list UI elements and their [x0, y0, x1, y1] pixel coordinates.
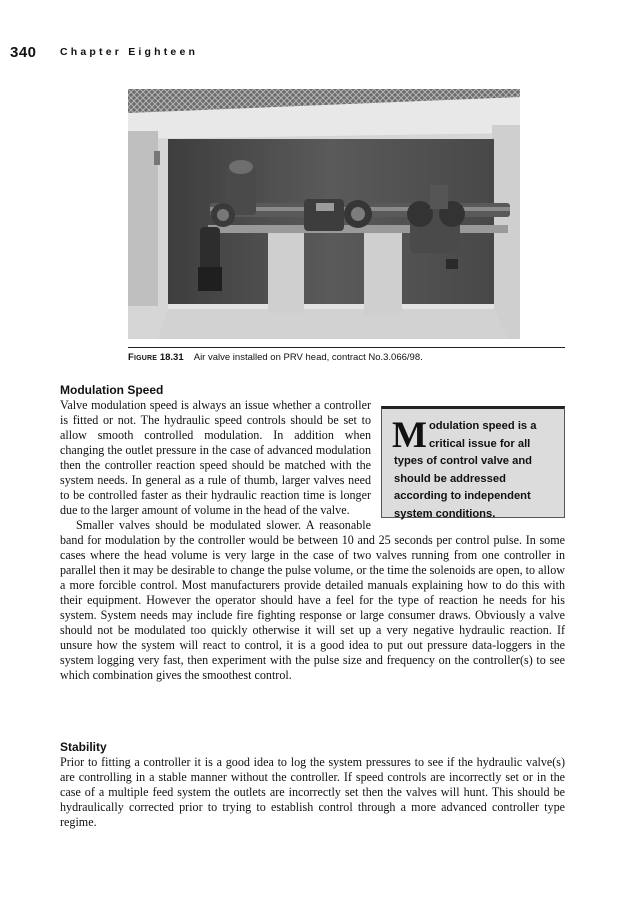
caption-rule: [128, 347, 565, 348]
figure-label: Figure: [128, 352, 158, 363]
running-header: [10, 44, 199, 62]
figure-photo-air-valve: [128, 89, 520, 339]
callout-drop-letter: M: [392, 415, 427, 456]
chapter-title: Chapter Eighteen: [60, 46, 199, 58]
paragraph: Smaller valves should be modulated slower. A reasonable band for modulation by the controller would be between 10 and 25 seconds per control pulse. In some cases where the head volume is very large in the case of two valves running from one controller in parallel then it may be desirable to change the pulse volume, or the time the solenoids are open, to allow a more forcible control. Most manufacturers provide detailed manuals explaining how to do this with their equipment. However the operator should have a feel for the type of reaction he needs for his system. System needs may include fire fighting response or large consumer draws. Obviously a valve should not be modulated too quickly otherwise it will set up a very negative hydraulic reaction. If unsure how the system will react to control, it is a good idea to put out pressure data-loggers in the system logging very fast, then experiment with the pulse size and frequency on the controller(s) to see which combination gives the smoothest control.: [60, 518, 565, 682]
page-number: 340: [10, 44, 37, 61]
paragraph: Valve modulation speed is always an issue whether a controller is fitted or not. The hydraulic speed controls should be set to allow smooth controlled modulation. In addition when changing the outlet pressure in the case of advanced modulation then the controller reaction speed should be matched with the system needs. In general as a rule of thumb, larger valves need to be controlled faster as their hydraulic reaction time is longer due to the larger amount of volume in the head of the valve.: [60, 398, 371, 517]
stability-body: [60, 755, 565, 830]
paragraph: Prior to fitting a controller it is a good idea to log the system pressures to see if the hydraulic valve(s) are controlling in a stable manner without the controller. If speed controls are incorrectly set or in the case of a multiple feed system the outlets are incorrectly set then the valves will hunt. This should be hydraulically corrected prior to trying to establish control through a more advanced controller type regime.: [60, 755, 565, 829]
callout-text: odulation speed is a critical issue for all types of control valve and should be addressed according to independent system conditions.: [394, 420, 537, 520]
figure-caption-text: Air valve installed on PRV head, contract No.3.066/98.: [193, 352, 423, 363]
section-heading-modulation-speed: Modulation Speed: [60, 383, 164, 397]
callout-box: [381, 406, 565, 518]
modulation-speed-body: [60, 398, 565, 683]
figure-caption: [128, 352, 423, 363]
figure-number: 18.31: [159, 352, 184, 363]
section-heading-stability: Stability: [60, 740, 107, 754]
